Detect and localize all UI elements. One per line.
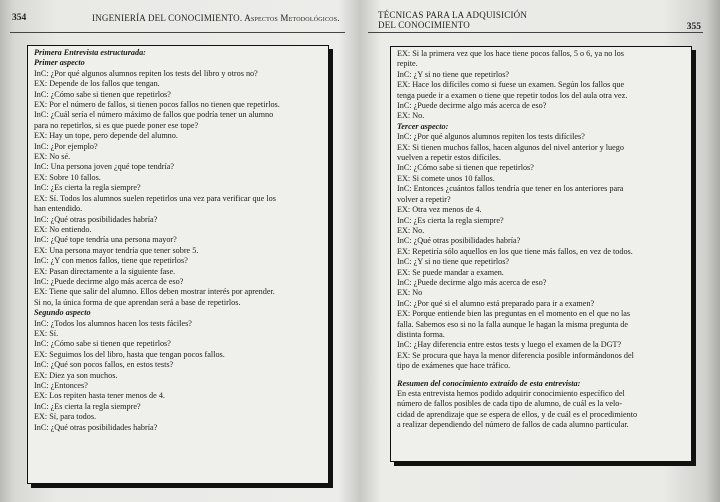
text-line: EX: Depende de los fallos que tengan. xyxy=(34,79,160,89)
text-line: InC: ¿Qué otras posibilidades habría? xyxy=(397,236,521,246)
text-line: InC: ¿Puede decirme algo más acerca de eso? xyxy=(34,276,184,286)
text-line: InC: ¿Es cierta la regla siempre? xyxy=(397,215,504,225)
text-line: EX: Porque entiende bien las preguntas en el momento en el que no las xyxy=(397,309,631,319)
text-line: InC: ¿Qué tope tendría una persona mayor? xyxy=(34,235,177,245)
section-heading: Segundo aspecto xyxy=(34,308,91,318)
text-line: EX: Tiene que salir del alumno. Ellos deben mostrar interés por aprender. xyxy=(34,287,275,297)
interview-text xyxy=(397,49,686,431)
text-line: tenga puede ir a examen o tiene que repetir todos los del aula otra vez. xyxy=(397,90,628,100)
text-line: número de fallos posibles de cada tipo de alumno, de cuál es la velo- xyxy=(397,399,623,409)
text-line: En esta entrevista hemos podido adquirir conocimiento específico del xyxy=(397,389,625,398)
page-number: 354 xyxy=(12,13,27,23)
text-line: EX: Los repiten hasta tener menos de 4. xyxy=(34,391,165,401)
text-line: InC: ¿Es cierta la regla siempre? xyxy=(34,401,141,411)
text-line: EX: Si comete unos 10 fallos. xyxy=(397,173,495,183)
text-line: vuelven a repetir estos difíciles. xyxy=(397,153,501,163)
text-line: falla. Sabemos eso si no la falla aunque le hagan la misma pregunta de xyxy=(397,319,628,329)
text-line: EX: Sí, para todos. xyxy=(34,412,97,422)
page-header xyxy=(10,10,345,33)
text-line: EX: Otra vez menos de 4. xyxy=(397,205,482,215)
text-line: InC: ¿Puede decirme algo más acerca de eso? xyxy=(397,101,547,111)
text-line: EX: Se procura que haya la menor diferencia posible informándonos del xyxy=(397,350,634,360)
interview-text xyxy=(34,48,323,433)
text-line: EX: Si tienen muchos fallos, hacen algunos del nivel anterior y luego xyxy=(397,142,624,152)
text-line: EX: Sí. Todos los alumnos suelen repetirlos una vez para verificar que los xyxy=(34,193,276,203)
text-line: EX: No entiendo. xyxy=(34,224,92,234)
page-number: 355 xyxy=(686,22,701,32)
text-line: InC: ¿Todos los alumnos hacen los tests fáciles? xyxy=(34,318,192,328)
text-line: distinta forma. xyxy=(397,329,445,339)
section-heading: Primera Entrevista estructurada: xyxy=(34,48,146,57)
text-line: InC: Entonces ¿cuántos fallos tendría que tener en los anteriores para xyxy=(397,184,624,194)
section-heading: Resumen del conocimiento extraído de esta entrevista: xyxy=(397,378,581,388)
text-line: tipo de exámenes que hace tráfico. xyxy=(397,361,511,371)
running-head-line-1: TÉCNICAS PARA LA ADQUISICIÓN xyxy=(378,10,528,20)
text-line: InC: ¿Por qué algunos alumnos repiten los tests difíciles? xyxy=(397,132,585,142)
text-line: InC: ¿Qué otras posibilidades habría? xyxy=(34,422,158,432)
text-line: a realizar dependiendo del número de fallos de cada alumno particular. xyxy=(397,420,629,430)
text-line: repite. xyxy=(397,59,418,69)
text-line: InC: ¿Puede decirme algo más acerca de eso? xyxy=(397,277,547,287)
text-line: EX: Sobre 10 fallos. xyxy=(34,172,101,182)
text-line: InC: ¿Qué otras posibilidades habría? xyxy=(34,214,158,224)
text-line: InC: ¿Es cierta la regla siempre? xyxy=(34,183,141,193)
text-line: InC: ¿Y si no tiene que repetirlos? xyxy=(397,257,510,267)
left-page xyxy=(10,0,345,502)
text-line: EX: Pasan directamente a la siguiente fase. xyxy=(34,266,176,276)
text-line: EX: No sé. xyxy=(34,152,71,162)
right-page xyxy=(368,0,703,502)
text-line: InC: Una persona joven ¿qué tope tendría? xyxy=(34,162,175,172)
text-line: han entendido. xyxy=(34,204,83,214)
text-line: InC: ¿Y con menos fallos, tiene que repetirlos? xyxy=(34,256,188,266)
text-line: EX: Sí. xyxy=(34,328,59,338)
running-head-line-2: DEL CONOCIMIENTO xyxy=(378,20,470,30)
text-line: EX: Hay un tope, pero depende del alumno. xyxy=(34,131,178,141)
text-line: InC: ¿Entonces? xyxy=(34,381,88,390)
text-line xyxy=(397,372,686,379)
text-line: EX: Seguimos los del libro, hasta que tengan pocos fallos. xyxy=(34,349,225,359)
text-line: InC: ¿Cómo sabe si tienen que repetirlos? xyxy=(34,339,171,349)
interview-box xyxy=(27,45,329,484)
text-line: InC: ¿Por qué si el alumno está preparado para ir a examen? xyxy=(397,298,595,308)
text-line: EX: Diez ya son muchos. xyxy=(34,370,118,380)
text-line: EX: No. xyxy=(397,225,425,235)
text-line: para no repetirlos, si es que puede poner ese tope? xyxy=(34,120,199,130)
text-line: InC: ¿Por ejemplo? xyxy=(34,141,98,151)
running-head xyxy=(378,10,527,30)
section-heading: Primer aspecto xyxy=(34,58,85,68)
text-line: InC: ¿Cómo sabe si tienen que repetirlos? xyxy=(34,89,171,99)
text-line: EX: Una persona mayor tendría que tener sobre 5. xyxy=(34,245,199,255)
text-line: EX: Si la primera vez que los hace tiene pocos fallos, 5 o 6, ya no los xyxy=(397,49,624,58)
text-line: EX: No. xyxy=(397,111,425,121)
running-head: INGENIERÍA DEL CONOCIMIENTO. Aspectos Metodológicos. xyxy=(92,13,340,23)
text-line: InC: ¿Por qué algunos alumnos repiten los tests del libro y otros no? xyxy=(34,68,258,78)
text-line: EX: Hace los difíciles como si fuese un examen. Según los fallos que xyxy=(397,80,625,90)
text-line: EX: No xyxy=(397,288,423,298)
text-line: EX: Repetiría sólo aquellos en los que tiene más fallos, en vez de todos. xyxy=(397,246,633,256)
text-line: EX: Se puede mandar a examen. xyxy=(397,267,504,277)
text-line: InC: ¿Qué son pocos fallos, en estos tests? xyxy=(34,360,174,370)
text-line: cidad de aprendizaje que se espera de ellos, y de cuál es el procedimiento xyxy=(397,409,638,419)
text-line: Si no, la única forma de que aprendan será a base de repetirlos. xyxy=(34,297,241,307)
text-line: EX: Por el número de fallos, si tienen pocos fallos no tienen que repetirlos. xyxy=(34,100,280,110)
text-line: InC: ¿Y si no tiene que repetirlos? xyxy=(397,69,510,79)
text-line: volver a repetir? xyxy=(397,194,451,204)
page-header xyxy=(368,10,703,33)
text-line: InC: ¿Cuál sería el número máximo de fallos que podría tener un alumno xyxy=(34,110,274,120)
interview-box xyxy=(390,46,692,462)
section-heading: Tercer aspecto: xyxy=(397,121,449,131)
text-line: InC: ¿Cómo sabe si tienen que repetirlos? xyxy=(397,163,534,173)
text-line: InC: ¿Hay diferencia entre estos tests y luego el examen de la DGT? xyxy=(397,340,622,350)
